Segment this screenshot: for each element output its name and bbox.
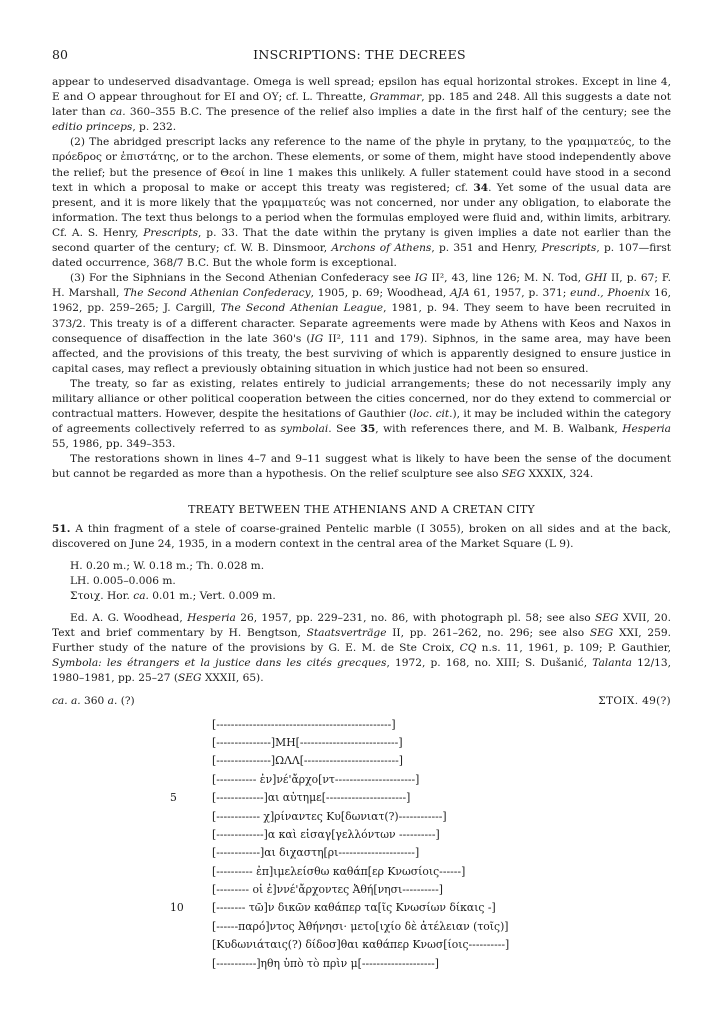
- inscription-line: [52, 919, 671, 937]
- line-number: 5: [170, 791, 177, 805]
- page-body: [52, 75, 671, 974]
- line-text: [------------]αι διχαστη[ρι---------------------]: [212, 846, 420, 860]
- paragraph-siphnians: (3) For the Siphnians in the Second Athenian Confederacy see IG II², 43, line 126; M. N. Tod, GHI II, p. 67; F. H. Marshall, The Second Athenian Confederacy, 1905, p. 69; Woodhead, AJA 61, 1957, p. 371; eund., Phoenix 16, 1962, pp. 259–265; J. Cargill, The Second Athenian League, 1981, p. 94. They seem to have been recruited in 373/2. This treaty is of a different character. Separate agreements were made by Athens with Keos and Naxos in consequence of disaffection in the late 360's (IG II², 111 and 179). Siphnos, in the same area, may have been affected, and the provisions of this treaty, the best surviving of which is apparently designed to ensure justice in capital cases, may reflect a previously obtaining situation in which justice had not been so ensured.: [52, 272, 671, 375]
- inscription-line: [52, 790, 671, 808]
- line-text: [---------------]ΩΛΛ[--------------------------]: [212, 754, 403, 768]
- line-text: [----------- ἐν]νέ'ἄρχο[ντ----------------------]: [212, 772, 420, 786]
- line-text: [--------- οἱ ἐ]ννέ'ἄρχοντες Ἀθή[νησι----------]: [212, 883, 443, 897]
- inscription-line: [52, 717, 671, 735]
- inscription-line: [52, 900, 671, 918]
- inscription-line: [52, 753, 671, 771]
- line-text: [------παρό]ντος Ἀθήνησι· μετο[ιχίο δὲ ἀτέλειαν (τοῖς)]: [212, 919, 509, 933]
- line-text: [Κυδωνιάταις(?) δίδοσ]θαι καθάπερ Κνωσ[ίοις----------]: [212, 938, 510, 952]
- paragraph-prescript: (2) The abridged prescript lacks any reference to the name of the phyle in prytany, to the γραμματεύς, to the πρόεδρος or ἐπιστάτης, or to the archon. These elements, or some of them, might have stood independently above the relief; but the presence of Θεοί in line 1 makes this unlikely. A fuller statement could have stood in a second text in which a proposal to make or accept this treaty was registered; cf. 34. Yet some of the usual data are present, and it is more likely that the γραμματεύς was not concerned, nor under any obligation, to elaborate the information. The text thus belongs to a period when the formulas employed were fluid and, within limits, arbitrary. Cf. A. S. Henry, Prescripts, p. 33. That the date within the prytany is given implies a date not earlier than the second quarter of the century; cf. W. B. Dinsmoor, Archons of Athens, p. 351 and Henry, Prescripts, p. 107—first dated occurrence, 368/7 B.C. But the whole form is exceptional.: [52, 136, 672, 270]
- line-text: [------------------------------------------------]: [212, 717, 396, 731]
- stoichedon-spacing: Στοιχ. Hor. ca. 0.01 m.; Vert. 0.009 m.: [70, 590, 276, 602]
- dimensions: H. 0.20 m.; W. 0.18 m.; Th. 0.028 m.: [70, 559, 265, 572]
- section-title: TREATY BETWEEN THE ATHENIANS AND A CRETAN CITY: [188, 502, 535, 516]
- inscription-line: [52, 809, 671, 827]
- inscription-line: [52, 864, 671, 882]
- page-number: 80: [52, 47, 68, 62]
- letter-height: LH. 0.005–0.006 m.: [70, 574, 176, 587]
- date-estimate: ca. a. 360 a. (?): [52, 694, 135, 707]
- inscription-line: [52, 937, 671, 955]
- stoichedon-count: ΣΤΟΙΧ. 49(?): [598, 694, 671, 707]
- entry-description: 51. A thin fragment of a stele of coarse-grained Pentelic marble (I 3055), broken on all sides and at the back, discovered on June 24, 1935, in a modern context in the central area of the Market Square (L 9).: [52, 522, 671, 550]
- line-text: [-------------]αι αὐτημε[----------------------]: [212, 791, 411, 805]
- paragraph-judicial: The treaty, so far as existing, relates entirely to judicial arrangements; these do not necessarily imply any military alliance or other political cooperation between the cities concerned, nor do they extend to commercial or contractual matters. However, despite the hesitations of Gauthier (loc. cit.), it may be included within the category of agreements collectively referred to as symbolai. See 35, with references there, and M. B. Walbank, Hesperia 55, 1986, pp. 349–353.: [52, 377, 671, 451]
- line-text: [---------- ἐπ]ιμελείσθω καθάπ[ερ Κνωσίοις------]: [212, 864, 466, 878]
- inscription-line: [52, 956, 671, 974]
- line-text: [-----------]ηθη ὑπὸ τὸ πρὶν μ[--------------------]: [212, 956, 439, 970]
- inscription-line: [52, 735, 671, 753]
- line-text: [------------ χ]ρίναντες Κυ[δωνιατ(?)------------]: [212, 809, 447, 823]
- paragraph-palaeography: appear to undeserved disadvantage. Omega is well spread; epsilon has equal horizontal strokes. Except in line 4, E and O appear throughout for EI and OΥ; cf. L. Threatte, Grammar, pp. 185 and 248. All this suggests a date not later than ca. 360–355 B.C. The presence of the relief also implies a date in the first half of the century; see the editio princeps, p. 232.: [52, 76, 671, 134]
- line-text: [-------- τῶ]ν δικῶν καθάπερ τα[ῖς Κνωσίων δίκαις -]: [212, 901, 496, 915]
- line-text: [---------------]ΜΗ[---------------------------]: [212, 735, 403, 749]
- inscription-text: [52, 717, 671, 974]
- line-number: 10: [170, 901, 184, 915]
- inscription-line: [52, 882, 671, 900]
- running-title: INSCRIPTIONS: THE DECREES: [253, 47, 466, 62]
- line-text: [-------------]α καὶ εἰσαγ[γελλόντων ----------]: [212, 827, 440, 841]
- inscription-line: [52, 772, 671, 790]
- bibliography: Ed. A. G. Woodhead, Hesperia 26, 1957, pp. 229–231, no. 86, with photograph pl. 58; see also SEG XVII, 20. Text and brief commentary by H. Bengtson, Staatsverträge II, pp. 261–262, no. 296; see also SEG XXI, 259. Further study of the nature of the provisions by G. E. M. de Ste Croix, CQ n.s. 11, 1961, p. 109; P. Gauthier, Symbola: les étrangers et la justice dans les cités grecques, 1972, p. 168, no. XIII; S. Dušanić, Talanta 12/13, 1980–1981, pp. 25–27 (SEG XXXII, 65).: [52, 612, 672, 685]
- inscription-line: [52, 845, 671, 863]
- paragraph-restorations: The restorations shown in lines 4–7 and 9–11 suggest what is likely to have been the sense of the document but cannot be regarded as more than a hypothesis. On the relief sculpture see also SEG XXXIX, 324.: [52, 453, 671, 481]
- date-line: [52, 691, 671, 713]
- entry-number: 51.: [52, 522, 71, 535]
- inscription-line: [52, 827, 671, 845]
